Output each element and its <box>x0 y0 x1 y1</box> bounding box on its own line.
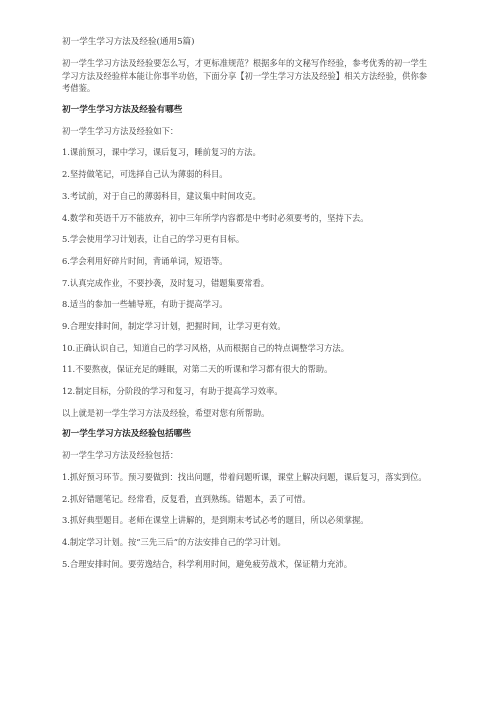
section-1 <box>62 104 434 420</box>
section-2 <box>62 428 434 570</box>
list-item: 12.制定目标，分阶段的学习和复习，有助于提高学习效率。 <box>62 386 283 397</box>
list-item: 11.不要熬夜，保证充足的睡眠，对第二天的听课和学习都有很大的帮助。 <box>62 364 333 375</box>
list-item: 1.抓好预习环节。预习要做到：找出问题，带着问题听课，课堂上解决问题，课后复习，落实到位。 <box>62 472 427 483</box>
list-item: 10.正确认识自己，知道自己的学习风格，从而根据自己的特点调整学习方法。 <box>62 342 349 353</box>
list-item: 3.考试前，对于自己的薄弱科目，建议集中时间攻克。 <box>62 190 261 201</box>
list-item: 4.制定学习计划。按“三先三后”的方法安排自己的学习计划。 <box>62 537 286 548</box>
section-heading: 初一学生学习方法及经验有哪些 <box>62 104 183 115</box>
list-item: 4.数学和英语千万不能放弃，初中三年所学内容都是中考时必须要考的，坚持下去。 <box>62 212 369 223</box>
list-item: 3.抓好典型题目。老师在课堂上讲解的，是到期末考试必考的题目，所以必须掌握。 <box>62 515 369 526</box>
list-item: 8.适当的参加一些辅导班，有助于提高学习。 <box>62 299 228 310</box>
method-list <box>62 146 434 397</box>
section-heading: 初一学生学习方法及经验包括哪些 <box>62 429 191 440</box>
list-item: 2.抓好错题笔记。经常看，反复看，直到熟练。错题本，丢了可惜。 <box>62 493 311 504</box>
section-lead: 初一学生学习方法及经验如下： <box>62 125 179 136</box>
document-title: 初一学生学习方法及经验(通用5篇) <box>62 37 195 47</box>
list-item: 5.学会使用学习计划表，让自己的学习更有目标。 <box>62 234 245 245</box>
list-item: 1.课前预习，课中学习，课后复习，睡前复习的方法。 <box>62 147 261 158</box>
section-closing: 以上就是初一学生学习方法及经验，希望对您有所帮助。 <box>62 407 270 418</box>
intro-paragraph: 初一学生学习方法及经验要怎么写，才更标准规范？根据多年的文秘写作经验，参考优秀的初一学生学习方法及经验样本能让你事半功倍，下面分享【初一学生学习方法及经验】相关方法经验，供你参考借鉴。 <box>62 58 428 94</box>
list-item: 9.合理安排时间，制定学习计划，把握时间，让学习更有效。 <box>62 320 286 331</box>
list-item: 5.合理安排时间。要劳逸结合，科学利用时间，避免疲劳战术，保证精力充沛。 <box>62 558 353 569</box>
section-lead: 初一学生学习方法及经验包括： <box>62 450 179 461</box>
list-item: 7.认真完成作业，不要抄袭，及时复习，错题集要常看。 <box>62 277 270 288</box>
list-item: 2.坚持做笔记，可选择自己认为薄弱的科目。 <box>62 169 228 180</box>
method-list <box>62 471 434 570</box>
list-item: 6.学会利用好碎片时间，背诵单词，短语等。 <box>62 255 228 266</box>
document-page <box>62 36 434 580</box>
